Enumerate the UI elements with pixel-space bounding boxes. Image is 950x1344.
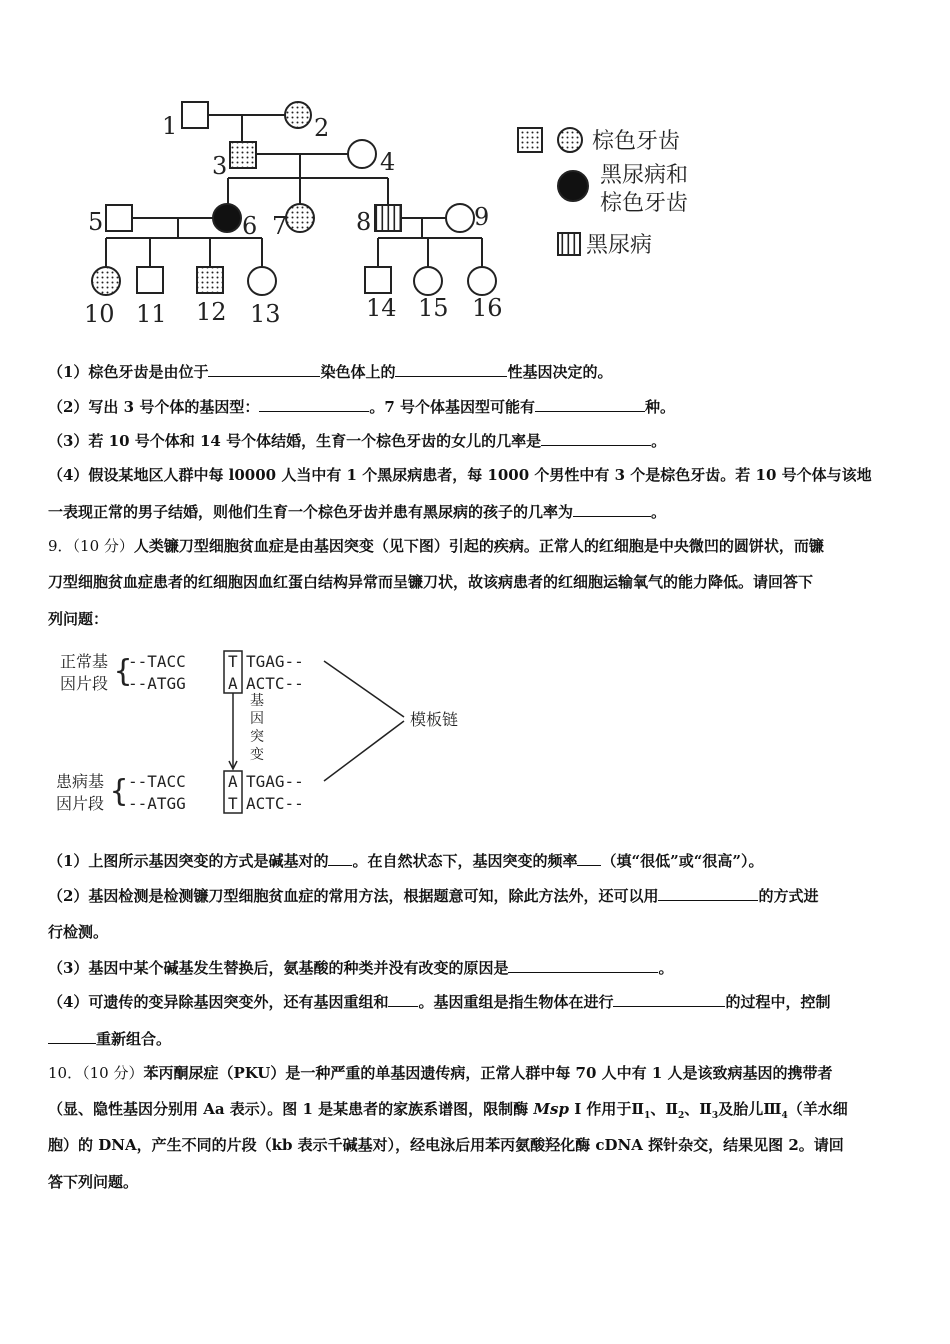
individual-5 [106,205,132,231]
q8-p3-text-b: 。 [651,432,667,450]
legend-circle-brown [558,128,582,152]
q10-sub-2: 2 [678,1111,685,1121]
brace-normal: { [114,654,133,689]
label-5: 5 [88,208,104,236]
individual-13 [248,267,276,295]
legend-brown-label: 棕色牙齿 [592,129,681,154]
q9-p4-blank-1[interactable] [388,991,418,1007]
q10-text-2d: 、Ⅱ [684,1100,712,1118]
individual-9 [446,204,474,232]
label-9: 9 [474,203,490,231]
q8-p1-text-c: 性基因决定的。 [507,363,613,381]
q9-p2-text-c: 行检测。 [48,923,109,941]
q9-p1-blank-1[interactable] [328,850,352,866]
mutation-label-4: 变 [250,747,264,763]
q10-sub-4: 4 [781,1111,788,1121]
q10-text-2b: I 作用于Ⅱ [568,1100,645,1118]
individual-4 [348,140,376,168]
mutation-label-1: 基 [250,693,264,709]
normal-top-box: T [228,652,238,671]
individual-12 [197,267,223,293]
q10-text-3: 胞）的 DNA，产生不同的片段（kb 表示千碱基对），经电泳后用苯丙氨酸羟化酶 cDNA 探针杂交，结果见图 2。请回 [48,1136,844,1154]
q9-part4-line2 [48,1028,910,1049]
individual-7 [286,204,314,232]
label-3: 3 [212,152,228,180]
individual-3 [230,142,256,168]
q9-part4-line1 [48,991,910,1012]
q9-part2-line2 [48,922,910,942]
individual-1 [182,102,208,128]
label-16: 16 [472,294,503,322]
q10-line4 [48,1172,910,1192]
disease-bottom-right: ACTC-- [246,794,304,813]
template-label: 模板链 [410,710,459,729]
q8-part4-line1 [48,465,910,485]
q9-intro-line3 [48,609,910,629]
q8-part1 [48,361,910,382]
normal-bottom-left: --ATGG [128,674,186,693]
disease-label-2: 因片段 [56,794,105,813]
pedigree-figure [80,90,740,330]
q8-p2-blank-1[interactable] [259,396,369,412]
q9-p3-text-b: 。 [658,959,674,977]
q9-p1-blank-2[interactable] [577,850,601,866]
q9-p2-text-b: 的方式进 [758,887,819,905]
q9-intro-text-3: 列问题： [48,610,109,628]
individual-16 [468,267,496,295]
q8-part4-line2 [48,501,910,522]
label-4: 4 [380,148,396,176]
normal-label-1: 正常基 [60,652,109,671]
label-1: 1 [162,112,178,140]
q10-text-2c: 、Ⅱ [650,1100,678,1118]
normal-top-right: TGAG-- [246,652,304,671]
individual-6 [213,204,241,232]
legend-both-label-1: 黑尿病和 [600,163,689,188]
q8-p2-text-c: 种。 [645,398,676,416]
q9-part3 [48,957,910,978]
label-14: 14 [366,294,397,322]
q8-p2-text-a: （2）写出 3 号个体的基因型： [48,398,260,416]
q8-p1-blank-2[interactable] [395,361,507,377]
q10-number: 10．（10 分） [48,1064,144,1082]
legend-square-alkaptonuria [558,233,580,255]
template-line-top [324,661,404,717]
mutation-label-3: 突 [250,729,264,745]
q9-intro-line1 [48,536,910,556]
individual-11 [137,267,163,293]
individual-14 [365,267,391,293]
q10-text-2a: （显、隐性基因分别用 Aa 表示）。图 1 是某患者的家族系谱图，限制酶 [48,1100,534,1118]
q9-p4-text-a: （4）可遗传的变异除基因突变外，还有基因重组和 [48,993,389,1011]
q10-line2 [48,1099,910,1126]
q9-p4-text-c: 的过程中，控制 [725,993,831,1011]
q10-sub-1: 1 [644,1111,651,1121]
template-line-bottom [324,721,404,781]
label-2: 2 [314,114,330,142]
q8-p4-text-1: （4）假设某地区人群中每 l0000 人当中有 1 个黑尿病患者，每 1000 个男性中有 3 个是棕色牙齿。若 10 号个体与该地 [48,466,872,484]
legend-alkaptonuria-label: 黑尿病 [586,233,653,258]
disease-bottom-box: T [228,794,238,813]
q9-p4-text-b: 。基因重组是指生物体在进行 [418,993,614,1011]
q9-part1 [48,850,910,871]
individual-2 [285,102,311,128]
q9-intro-text-1: 人类镰刀型细胞贫血症是由基因突变（见下图）引起的疾病。正常人的红细胞是中央微凹的圆饼状，而镰 [133,537,824,555]
normal-bottom-right: ACTC-- [246,674,304,693]
q10-sub-3: 3 [711,1111,719,1121]
label-7: 7 [272,212,288,240]
legend-both-label-2: 棕色牙齿 [600,191,689,216]
label-11: 11 [136,300,167,328]
mutation-label-2: 因 [250,711,264,727]
q8-p2-blank-2[interactable] [535,396,645,412]
normal-bottom-box: A [228,674,238,693]
q10-text-2e: 及胎儿Ⅲ [718,1100,782,1118]
q10-text-2f: （羊水细 [787,1100,848,1118]
individual-8 [375,205,401,231]
q8-p1-text-b: 染色体上的 [320,363,396,381]
disease-bottom-left: --ATGG [128,794,186,813]
legend-square-brown [518,128,542,152]
q9-p1-text-a: （1）上图所示基因突变的方式是碱基对的 [48,852,329,870]
q10-text-1: 苯丙酮尿症（PKU）是一种严重的单基因遗传病，正常人群中每 70 人中有 1 人是该致病基因的携带者 [143,1064,833,1082]
q9-p3-text-a: （3）基因中某个碱基发生替换后，氨基酸的种类并没有改变的原因是 [48,959,509,977]
q9-p4-blank-2[interactable] [613,991,725,1007]
legend-circle-both [558,171,588,201]
gene-mutation-diagram [52,645,492,825]
q8-p4-blank[interactable] [573,501,651,517]
disease-top-left: --TACC [128,772,186,791]
disease-top-box: A [228,772,238,791]
q8-p1-blank-1[interactable] [208,361,320,377]
q9-p3-blank[interactable] [508,957,658,973]
q9-p2-text-a: （2）基因检测是检测镰刀型细胞贫血症的常用方法，根据题意可知，除此方法外，还可以用 [48,887,659,905]
q8-p4-text-end: 。 [651,503,667,521]
q8-p3-text-a: （3）若 10 号个体和 14 号个体结婚，生育一个棕色牙齿的女儿的几率是 [48,432,542,450]
q10-line1 [48,1063,910,1083]
q8-p1-text-a: （1）棕色牙齿是由位于 [48,363,209,381]
brace-disease: { [110,774,129,809]
q10-enzyme-name: Msp [533,1100,569,1118]
q8-p3-blank[interactable] [541,430,651,446]
q9-number: 9．（10 分） [48,537,134,555]
q9-intro-text-2: 刀型细胞贫血症患者的红细胞因血红蛋白结构异常而呈镰刀状，故该病患者的红细胞运输氧气的能力降低。请回答下 [48,573,814,591]
label-8: 8 [356,208,372,236]
q9-intro-line2 [48,572,910,592]
disease-top-right: TGAG-- [246,772,304,791]
q9-p4-text-d: 重新组合。 [96,1030,172,1048]
individual-15 [414,267,442,295]
q9-p1-text-c: （填“很低”或“很高”）。 [601,852,764,870]
label-15: 15 [418,294,449,322]
q9-part2-line1 [48,885,910,906]
label-6: 6 [242,212,258,240]
label-13: 13 [250,300,281,328]
q8-part3 [48,430,910,451]
normal-label-2: 因片段 [60,674,109,693]
q9-p1-text-b: 。在自然状态下，基因突变的频率 [352,852,578,870]
label-10: 10 [84,300,115,328]
disease-label-1: 患病基 [56,772,105,791]
q8-p2-text-b: 。7 号个体基因型可能有 [369,398,535,416]
label-12: 12 [196,298,227,326]
normal-top-left: --TACC [128,652,186,671]
q10-line3 [48,1135,910,1155]
individual-10 [92,267,120,295]
q9-p2-blank[interactable] [658,885,758,901]
q9-p4-blank-3[interactable] [48,1028,96,1044]
q10-text-4: 答下列问题。 [48,1173,139,1191]
q8-p4-text-2: 一表现正常的男子结婚，则他们生育一个棕色牙齿并患有黑尿病的孩子的几率为 [48,503,574,521]
q8-part2 [48,396,910,417]
